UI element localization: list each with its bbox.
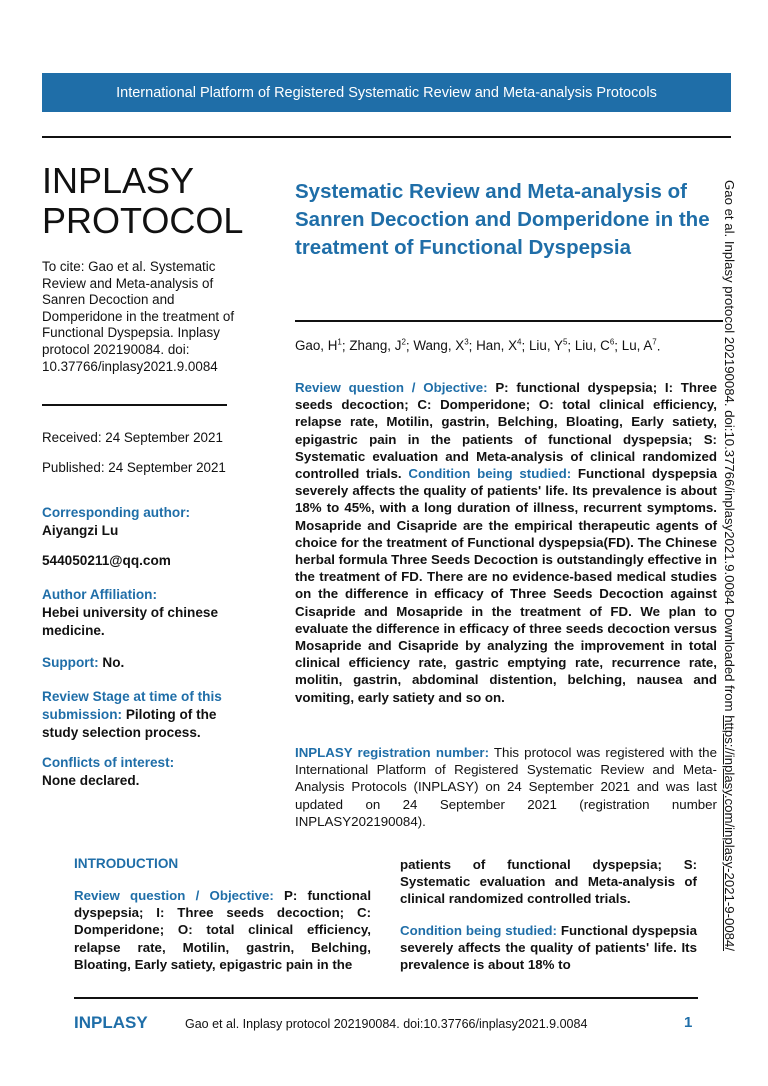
sidebar-rule [42,404,227,406]
intro-objective-label: Review question / Objective: [74,888,274,903]
author-name: Liu, $C^6$ [574,338,615,354]
author-name: Gao, $H^1$ [295,338,342,354]
published-date: Published: 24 September 2021 [42,460,226,475]
footer-brand: INPLASY [74,1013,148,1032]
author-affiliation-number: 6 [609,338,615,347]
support-label: Support: [42,655,99,670]
intro-right-column [400,856,697,973]
author-affiliation-number: 4 [517,338,522,347]
author-affiliation-number: 3 [464,338,469,347]
registration-label: INPLASY registration number: [295,745,490,760]
author-affiliation [42,586,252,640]
intro-objective-cont: patients of functional dyspepsia; S: Systematic evaluation and Meta-analysis of clinical randomized controlled trials. [400,857,697,907]
author-affiliation-number: 5 [562,338,568,347]
abstract-registration [295,744,717,830]
author-name: Zhang, $J^2$ [349,338,406,354]
footer-citation: Gao et al. Inplasy protocol 202190084. doi:10.37766/inplasy2021.9.0084 [185,1017,588,1031]
registration-text: This protocol was registered with the International Platform of Registered Systematic Review and Meta-Analysis Protocols (INPLASY) on 24 September 2021 and was last updated on 24 September 2021 (registration number INPLASY202190084). [295,745,717,829]
corr-name: Aiyangzi Lu [42,523,119,538]
conflicts-value: None declared. [42,773,140,788]
intro-condition-label: Condition being studied: [400,922,557,938]
banner-text: International Platform of Registered Systematic Review and Meta-analysis Protocols [116,84,657,101]
author-affiliation-number: 2 [401,338,406,347]
author-affiliation-number: 7 [652,338,657,347]
conflicts [42,754,252,790]
author-name: Liu, $Y^5$ [528,338,568,354]
author-name: Lu, $A^7$ [621,338,657,354]
download-link[interactable]: https://inplasy.com/inplasy-2021-9-0084/ [722,715,737,952]
stage-value: Piloting of the study selection process. [42,707,217,740]
page-number: 1 [684,1014,693,1031]
objective-text: P: functional dyspepsia; I: Three seeds decoction; C: Domperidone; O: total clinical efficiency, relapse rate, Motilin, gastrin, Belching, Bloating, Early satiety, epigastric pain in the patients of functional dyspepsia; S: Systematic evaluation and Meta-analysis of clinical randomized controlled trials. [295,380,718,482]
author-name: Han, $X^4$ [476,338,522,354]
author-list: Gao, $H^1$; Zhang, $J^2$; Wang, $X^3$; Han, $X^4$; Liu, $Y^5$; Liu, $C^6$; Lu, $A^7$. [295,338,661,354]
support-value: No. [102,655,125,670]
side-text: Gao et al. Inplasy protocol 202190084. doi:10.37766/inplasy2021.9.0084 Downloaded from [722,180,737,716]
header-rule [42,136,731,138]
corresponding-author [42,504,252,540]
condition-text: Functional dyspepsia severely affects the quality of patients' life. Its prevalence is about 18% to 45%, with a long duration of illness, recurrent symptoms. Mosapride and Cisapride are the empirical therapeutic agents of choice for the treatment of Functional dyspepsia(FD). The Chinese herbal formula Three Seeds Decoction is outstandingly effective in the treatment of FD. There are no evidence-based medical studies on the difference in efficacy of Three Seeds Decoction against Cisapride and Mosapride in the treatment of FD. We plan to evaluate the difference in efficacy of three seeds decoction versus Mosapride and Cisapride by analyzing the improvement in total clinical efficiency rate, gastric emptying rate, recurrence rate, molitin, gastrin, abdominal distention, belching, nausea and vomiting, early satiety and so on. [295,466,717,705]
review-stage [42,688,252,742]
footer-rule [74,997,698,999]
abstract-objective [295,379,717,706]
side-download-notice [722,180,737,1000]
support [42,654,252,672]
title-rule [295,320,723,322]
author-email[interactable]: 544050211@qq.com [42,553,171,568]
intro-condition-text: Functional dyspepsia severely affects the quality of patients' life. Its prevalence is about 18% to [400,922,697,973]
author-name: Wang, $X^3$ [413,338,469,354]
affil-value: Hebei university of chinese medicine. [42,605,219,638]
paper-title: Systematic Review and Meta-analysis of Sanren Decoction and Domperidone in the treatment of Functional Dyspepsia [295,180,710,259]
intro-objective-text: P: functional dyspepsia; I: Three seeds decoction; C: Domperidone; O: total clinical efficiency, relapse rate, Motilin, gastrin, Belching, Bloating, Early satiety, epigastric pain in the [74,888,372,972]
affil-label: Author Affiliation: [42,587,158,602]
intro-left-column [74,887,371,973]
received-date: Received: 24 September 2021 [42,430,223,445]
header-banner [42,73,731,112]
objective-label: Review question / Objective: [295,380,488,395]
corr-label: Corresponding author: [42,505,191,520]
logo-line1: INPLASY [42,160,195,201]
citation-block: To cite: Gao et al. Systematic Review and Meta-analysis of Sanren Decoction and Domperidone in the treatment of Functional Dyspepsia. Inplasy protocol 202190084. doi: 10.37766/inplasy2021.9.0084 [42,259,235,374]
logo-line2: PROTOCOL [42,200,244,241]
author-affiliation-number: 1 [337,338,342,347]
conflicts-label: Conflicts of interest: [42,755,175,770]
stage-label: Review Stage at time of this submission: [42,689,222,722]
condition-label: Condition being studied: [408,466,572,482]
intro-heading: INTRODUCTION [74,856,179,871]
